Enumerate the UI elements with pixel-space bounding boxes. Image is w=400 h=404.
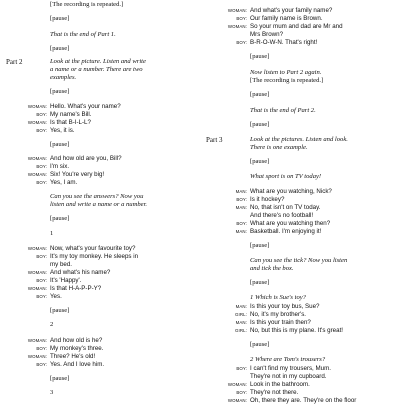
speaker-label: WOMAN:: [227, 8, 247, 13]
text-line: [pause]: [250, 121, 270, 128]
speaker-label: BOY:: [36, 278, 47, 283]
speaker-label: WOMAN:: [27, 270, 47, 275]
dialogue-line: Six! You're very big!: [50, 171, 105, 178]
speaker-label: BOY:: [36, 128, 47, 133]
dialogue-line: What are you watching, Nick?: [250, 188, 332, 195]
speaker-label: MAN:: [235, 205, 247, 210]
instruction-line: 1 Which is Sue's toy?: [250, 294, 306, 301]
dialogue-line: Is it hockey?: [250, 196, 285, 203]
speaker-label: WOMAN:: [27, 246, 47, 251]
speaker-label: BOY:: [36, 112, 47, 117]
speaker-label: BOY:: [36, 346, 47, 351]
text-line: [pause]: [50, 45, 70, 52]
dialogue-line: Our family name is Brown.: [250, 15, 323, 22]
instruction-line: a name or a number. There are two: [50, 66, 143, 73]
dialogue-line: No, that isn't on TV today.: [250, 204, 321, 211]
text-line: [The recording is repeated.]: [250, 77, 324, 84]
dialogue-line: Is that H-A-P-P-Y?: [50, 285, 102, 292]
instruction-line: Look at the picture. Listen and write: [50, 58, 146, 65]
text-line: 3: [50, 389, 54, 396]
speaker-label: BOY:: [236, 390, 247, 395]
text-line: [pause]: [250, 158, 270, 165]
speaker-label: GIRL:: [235, 328, 247, 333]
dialogue-line: My name's Bill.: [50, 111, 92, 118]
speaker-label: BOY:: [236, 366, 247, 371]
speaker-label: MAN:: [235, 320, 247, 325]
dialogue-line: No, it's my brother's.: [250, 311, 307, 318]
text-line: [pause]: [250, 53, 270, 60]
text-line: 1: [50, 230, 54, 237]
dialogue-line: They're not in my cupboard.: [250, 373, 327, 380]
instruction-line: Can you see the tick? Now you listen: [250, 257, 348, 264]
instruction-line: What sport is on TV today!: [250, 173, 322, 180]
dialogue-line: What are you watching then?: [250, 220, 331, 227]
speaker-label: WOMAN:: [27, 354, 47, 359]
part-heading: Part 2: [6, 58, 23, 66]
text-line: [pause]: [250, 242, 270, 249]
dialogue-line: Yes, it is.: [50, 127, 75, 134]
speaker-label: MAN:: [235, 229, 247, 234]
dialogue-line: And how old is he?: [50, 337, 103, 344]
speaker-label: BOY:: [36, 294, 47, 299]
dialogue-line: It's 'Happy'.: [50, 277, 82, 284]
dialogue-line: Hello. What's your name?: [50, 103, 121, 110]
text-line: [pause]: [50, 88, 70, 95]
text-line: [pause]: [250, 279, 270, 286]
speaker-label: BOY:: [236, 197, 247, 202]
speaker-label: BOY:: [36, 254, 47, 259]
dialogue-line: My monkey's three.: [50, 345, 104, 352]
dialogue-line: Is this your toy bus, Sue?: [250, 303, 320, 310]
speaker-label: MAN:: [235, 304, 247, 309]
dialogue-line: Yes. And I love him.: [50, 361, 105, 368]
dialogue-line: my bed.: [50, 261, 73, 268]
speaker-label: BOY:: [236, 221, 247, 226]
dialogue-line: Now, what's your favourite toy?: [50, 245, 136, 252]
speaker-label: WOMAN:: [27, 104, 47, 109]
dialogue-line: And what's your family name?: [250, 7, 333, 14]
instruction-line: listen and write a name or a number.: [50, 201, 148, 208]
dialogue-line: Yes.: [50, 293, 62, 300]
dialogue-line: I'm six.: [50, 163, 70, 170]
dialogue-line: Is that B-I-L-L?: [50, 119, 91, 126]
dialogue-line: Oh, there they are. They're on the floor: [250, 397, 357, 404]
instruction-line: Now listen to Part 2 again.: [250, 69, 322, 76]
text-line: [pause]: [50, 215, 70, 222]
instruction-line: examples.: [50, 74, 77, 81]
dialogue-line: And what's his name?: [50, 269, 111, 276]
text-line: [pause]: [50, 375, 70, 382]
speaker-label: GIRL:: [235, 312, 247, 317]
speaker-label: WOMAN:: [227, 24, 247, 29]
dialogue-line: Yes, I am.: [50, 179, 78, 186]
dialogue-line: And how old are you, Bill?: [50, 155, 122, 162]
text-line: [pause]: [250, 341, 270, 348]
instruction-line: Can you see the answers? Now you: [50, 193, 144, 200]
instruction-line: Look at the pictures. Listen and look.: [250, 136, 348, 143]
dialogue-line: Basketball. I'm enjoying it!: [250, 228, 322, 235]
text-line: [pause]: [50, 307, 70, 314]
dialogue-line: They're not there.: [250, 389, 299, 396]
speaker-label: BOY:: [36, 180, 47, 185]
text-line: 2: [50, 321, 54, 328]
text-line: [pause]: [50, 141, 70, 148]
dialogue-line: So your mum and dad are Mr and: [250, 23, 343, 30]
instruction-line: and tick the box.: [250, 265, 294, 272]
dialogue-line: Mrs Brown?: [250, 31, 284, 38]
dialogue-line: No, but this is my plane. It's great!: [250, 327, 344, 334]
speaker-label: WOMAN:: [27, 156, 47, 161]
instruction-line: There is one example.: [250, 144, 308, 151]
speaker-label: WOMAN:: [227, 398, 247, 403]
speaker-label: MAN:: [235, 189, 247, 194]
speaker-label: BOY:: [36, 164, 47, 169]
instruction-line: 2 Where are Tom's trousers?: [250, 356, 326, 363]
dialogue-line: Look in the bathroom.: [250, 381, 310, 388]
speaker-label: WOMAN:: [27, 172, 47, 177]
speaker-label: WOMAN:: [27, 286, 47, 291]
dialogue-line: B-R-O-W-N. That's right!: [250, 39, 318, 46]
dialogue-line: I can't find my trousers, Mum.: [250, 365, 331, 372]
speaker-label: WOMAN:: [27, 338, 47, 343]
speaker-label: WOMAN:: [227, 382, 247, 387]
dialogue-line: And there's no football!: [250, 212, 314, 219]
speaker-label: WOMAN:: [27, 120, 47, 125]
part-heading: Part 3: [206, 136, 223, 144]
text-line: [pause]: [50, 15, 70, 22]
instruction-line: That is the end of Part 1.: [50, 31, 116, 38]
dialogue-line: It's my toy monkey. He sleeps in: [50, 253, 139, 260]
speaker-label: BOY:: [236, 16, 247, 21]
dialogue-line: Three? He's old!: [50, 353, 96, 360]
speaker-label: BOY:: [36, 362, 47, 367]
speaker-label: BOY:: [236, 40, 247, 45]
instruction-line: That is the end of Part 2.: [250, 107, 316, 114]
text-line: [The recording is repeated.]: [50, 1, 124, 8]
text-line: [pause]: [250, 91, 270, 98]
dialogue-line: Is this your train then?: [250, 319, 311, 326]
